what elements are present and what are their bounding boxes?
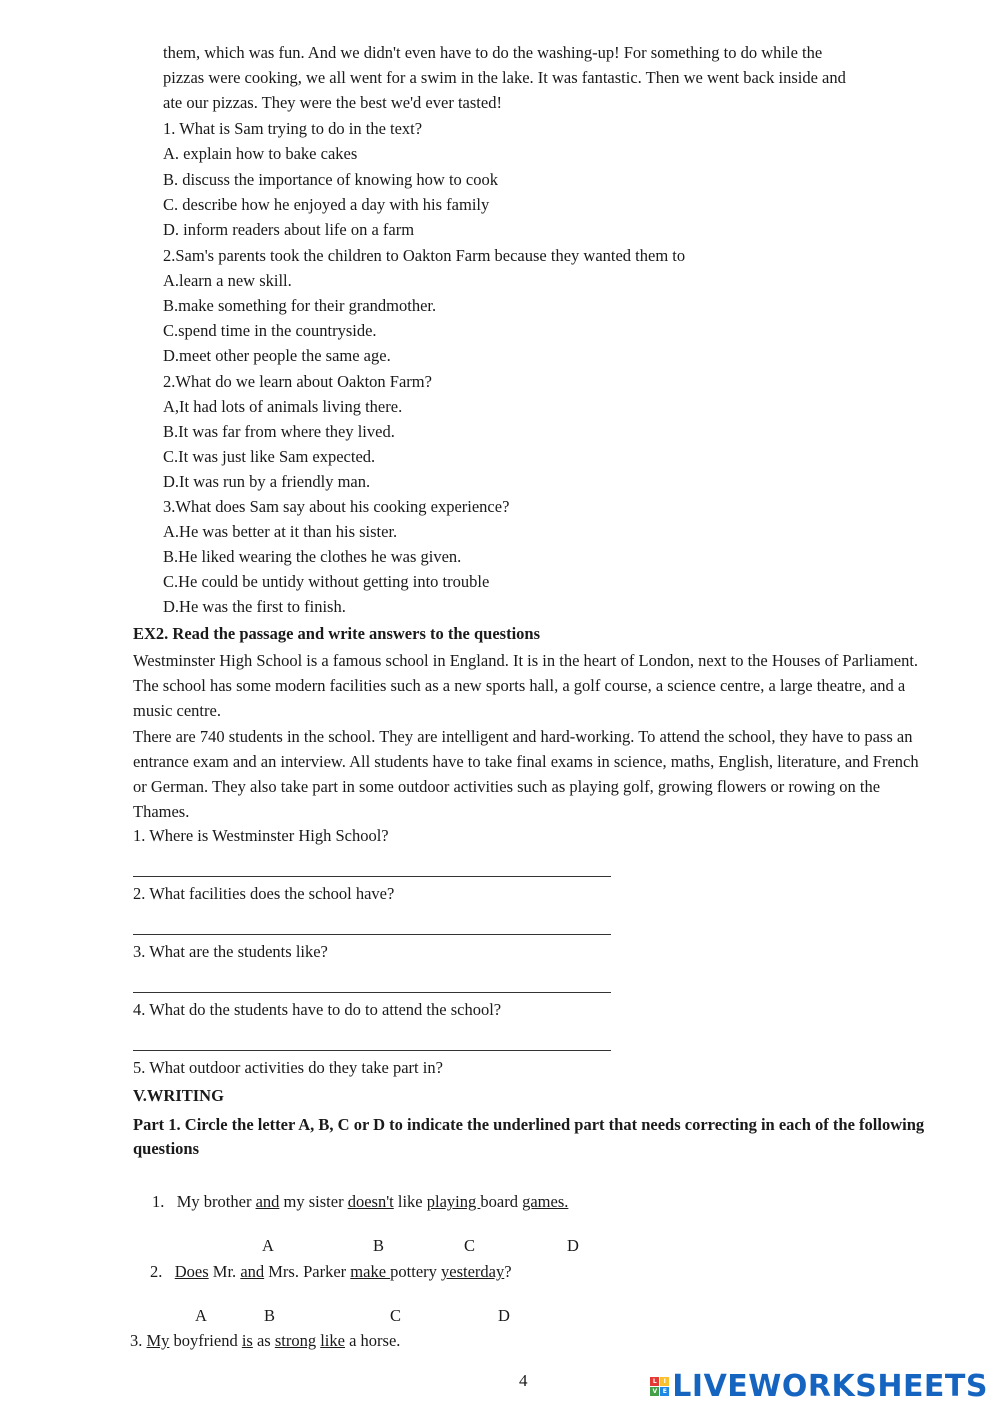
option: A.learn a new skill. (163, 271, 292, 290)
question: 2.Sam's parents took the children to Oakton Farm because they wanted them to (163, 246, 686, 265)
option: C. describe how he enjoyed a day with his family (163, 195, 490, 214)
ex2-paragraph-1: Westminster High School is a famous school in England. It is in the heart of London, next to the Houses of Parliament. The school has some modern facilities such as a new sports hall, a golf course, a science centre, a large theatre, and a music centre. (133, 651, 919, 720)
passage-line: ate our pizzas. They were the best we'd ever tasted! (163, 93, 502, 112)
writing-question-3: 3. My boyfriend is as strong like a horse. (130, 1331, 401, 1350)
choice-letter-c[interactable]: C (390, 1306, 402, 1325)
ex2-question: 3. What are the students like? (133, 942, 328, 961)
question: 2.What do we learn about Oakton Farm? (163, 372, 432, 391)
option: C.He could be untidy without getting into trouble (163, 572, 490, 591)
part1-instruction: Part 1. Circle the letter A, B, C or D to indicate the underlined part that needs correcting in each of the following questions (133, 1115, 925, 1158)
question: 1. What is Sam trying to do in the text? (163, 119, 423, 138)
option: C.It was just like Sam expected. (163, 447, 376, 466)
page-number: 4 (519, 1371, 528, 1390)
option: A,It had lots of animals living there. (163, 397, 403, 416)
option: A.He was better at it than his sister. (163, 522, 398, 541)
ex2-question: 4. What do the students have to do to attend the school? (133, 1000, 502, 1019)
answer-line[interactable] (133, 1050, 611, 1051)
ex2-question: 1. Where is Westminster High School? (133, 826, 389, 845)
liveworksheets-logo (650, 1369, 988, 1404)
ex2-question: 2. What facilities does the school have? (133, 884, 395, 903)
option: D.meet other people the same age. (163, 346, 391, 365)
choice-letter-b[interactable]: B (264, 1306, 276, 1325)
logo-text: LIVEWORKSHEETS (672, 1369, 988, 1404)
ex2-question: 5. What outdoor activities do they take part in? (133, 1058, 443, 1077)
option: D.He was the first to finish. (163, 597, 346, 616)
writing-question-2: 2. Does Mr. and Mrs. Parker make pottery yesterday? (150, 1262, 512, 1281)
choice-letter-a[interactable]: A (195, 1306, 207, 1325)
passage-line: pizzas were cooking, we all went for a swim in the lake. It was fantastic. Then we went back inside and (163, 68, 846, 87)
option: D. inform readers about life on a farm (163, 220, 415, 239)
logo-badge-icon: L I V E (650, 1377, 669, 1396)
option: C.spend time in the countryside. (163, 321, 377, 340)
choice-letter-a[interactable]: A (262, 1236, 274, 1255)
writing-heading: V.WRITING (133, 1086, 224, 1105)
answer-line[interactable] (133, 934, 611, 935)
answer-line[interactable] (133, 992, 611, 993)
option: A. explain how to bake cakes (163, 144, 358, 163)
option: B.It was far from where they lived. (163, 422, 395, 441)
answer-line[interactable] (133, 876, 611, 877)
question: 3.What does Sam say about his cooking experience? (163, 497, 510, 516)
passage-line: them, which was fun. And we didn't even have to do the washing-up! For something to do while the (163, 43, 823, 62)
option: B.make something for their grandmother. (163, 296, 437, 315)
ex2-title: EX2. Read the passage and write answers to the questions (133, 624, 541, 643)
choice-letter-c[interactable]: C (464, 1236, 476, 1255)
option: D.It was run by a friendly man. (163, 472, 371, 491)
choice-letter-d[interactable]: D (498, 1306, 510, 1325)
writing-question-1: 1. My brother and my sister doesn't like playing board games. (152, 1192, 569, 1211)
ex2-paragraph-2: There are 740 students in the school. They are intelligent and hard-working. To attend the school, they have to pass an entrance exam and an interview. All students have to take final exams in science, maths, English, literature, and French or German. They also take part in some outdoor activities such as playing golf, growing flowers or rowing on the Thames. (133, 727, 919, 821)
choice-letter-d[interactable]: D (567, 1236, 579, 1255)
option: B.He liked wearing the clothes he was given. (163, 547, 462, 566)
choice-letter-b[interactable]: B (373, 1236, 385, 1255)
option: B. discuss the importance of knowing how to cook (163, 170, 498, 189)
